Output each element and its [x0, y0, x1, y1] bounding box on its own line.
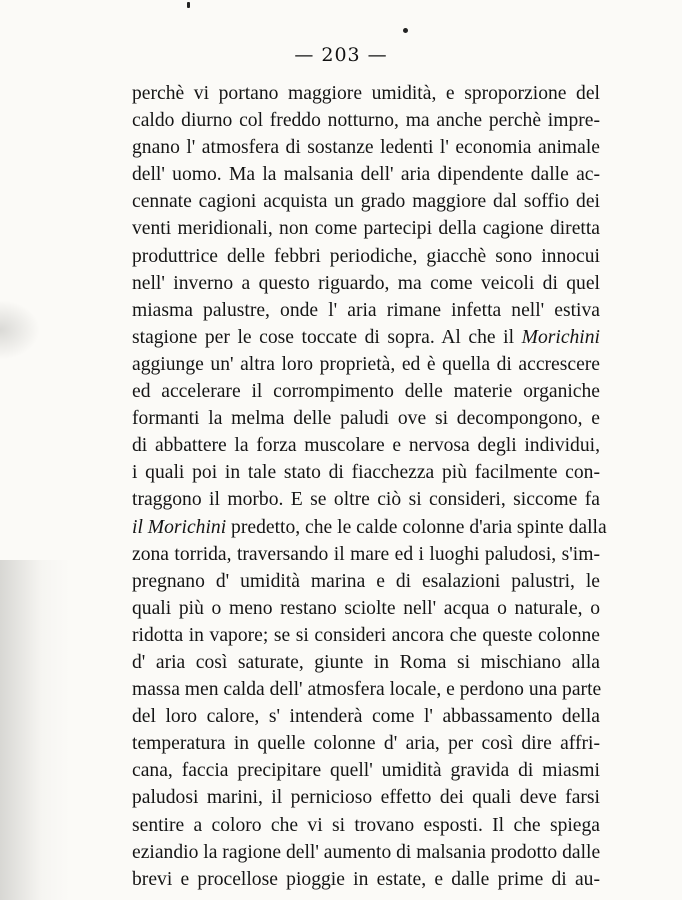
text-line	[132, 839, 600, 866]
text-line	[132, 107, 600, 134]
body-paragraph	[132, 80, 607, 893]
italic-name: Morichini	[521, 326, 600, 348]
text-line	[132, 188, 600, 215]
ink-speck	[187, 2, 190, 8]
text-segment: quali più o meno restano sciolte nell' acqua o naturale, o	[132, 597, 600, 619]
text-segment: zona torrida, traversando il mare ed i luoghi paludosi, s'im-	[132, 543, 600, 565]
text-line	[132, 270, 600, 297]
text-line	[132, 459, 600, 486]
text-line	[132, 514, 607, 541]
text-segment: produttrice delle febbri periodiche, giacchè sono innocui	[132, 245, 600, 267]
text-line	[132, 324, 600, 351]
text-segment: ed accelerare il corrompimento delle materie organiche	[132, 381, 600, 403]
text-segment: di abbattere la forza muscolare e nervosa degli individui,	[132, 435, 600, 457]
text-segment: traggono il morbo. E se oltre ciò si consideri, siccome fa	[132, 489, 600, 511]
page-edge-stain	[0, 560, 70, 900]
text-segment: massa men calda dell' atmosfera locale, e perdono una parte	[132, 679, 602, 701]
text-segment: formanti la melma delle paludi ove si decompongono, e	[132, 408, 600, 430]
text-line	[132, 595, 600, 622]
text-line	[132, 215, 600, 242]
page-edge-mark	[0, 300, 40, 360]
text-segment: paludosi marini, il pernicioso effetto dei quali deve farsi	[132, 787, 600, 809]
text-segment: cennate cagioni acquista un grado maggiore dal soffio dei	[132, 191, 600, 213]
text-segment: predetto, che le calde colonne d'aria spinte dalla	[226, 516, 607, 538]
text-segment: perchè vi portano maggiore umidità, e sproporzione del	[132, 83, 600, 104]
text-line	[132, 866, 600, 893]
text-line	[132, 703, 600, 730]
text-line	[132, 432, 600, 459]
text-line	[132, 622, 600, 649]
text-segment: sentire a coloro che vi si trovano esposti. Il che spiega	[132, 814, 600, 836]
text-segment: ridotta in vapore; se si consideri ancora che queste colonne	[132, 624, 600, 646]
text-segment: pregnano d' umidità marina e di esalazioni palustri, le	[132, 570, 600, 592]
text-line	[132, 80, 600, 107]
text-segment: gnano l' atmosfera di sostanze ledenti l' economia animale	[132, 137, 600, 159]
text-line	[132, 486, 600, 513]
italic-name: il Morichini	[132, 516, 227, 538]
text-segment: del loro calore, s' intenderà come l' abbassamento della	[132, 706, 600, 728]
text-line	[132, 378, 600, 405]
text-segment: temperatura in quelle colonne d' aria, per così dire affri-	[132, 733, 600, 755]
text-line	[132, 161, 600, 188]
text-line	[132, 541, 600, 568]
text-line	[132, 568, 600, 595]
text-line	[132, 649, 600, 676]
text-line	[132, 730, 600, 757]
text-segment: caldo diurno col freddo notturno, ma anche perchè impre-	[132, 110, 600, 132]
text-line	[132, 784, 600, 811]
text-line	[132, 134, 600, 161]
text-segment: d' aria così saturate, giunte in Roma si mischiano alla	[132, 651, 600, 673]
text-segment: brevi e procellose pioggie in estate, e dalle prime di au-	[132, 868, 600, 890]
text-segment: cana, faccia precipitare quell' umidità gravida di miasmi	[132, 760, 600, 782]
text-segment: venti meridionali, non come partecipi della cagione diretta	[132, 218, 600, 240]
text-segment: eziandio la ragione dell' aumento di malsania prodotto dalle	[132, 841, 601, 863]
text-line	[132, 757, 600, 784]
text-segment: dell' uomo. Ma la malsania dell' aria dipendente dalle ac-	[132, 164, 600, 186]
text-line	[132, 351, 600, 378]
text-segment: miasma palustre, onde l' aria rimane infetta nell' estiva	[132, 299, 600, 321]
page-number: — 203 —	[294, 44, 388, 66]
text-segment: stagione per le cose toccate di sopra. Al che il	[132, 326, 522, 348]
ink-speck	[403, 28, 408, 33]
text-segment: aggiunge un' altra loro proprietà, ed è quella di accrescere	[132, 353, 600, 375]
text-line	[132, 297, 600, 324]
text-line	[132, 676, 600, 703]
text-segment: i quali poi in tale stato di fiacchezza più facilmente con-	[132, 462, 600, 484]
text-segment: nell' inverno a questo riguardo, ma come veicoli di quel	[132, 272, 600, 294]
text-line	[132, 405, 600, 432]
text-line	[132, 812, 600, 839]
text-line	[132, 243, 600, 270]
